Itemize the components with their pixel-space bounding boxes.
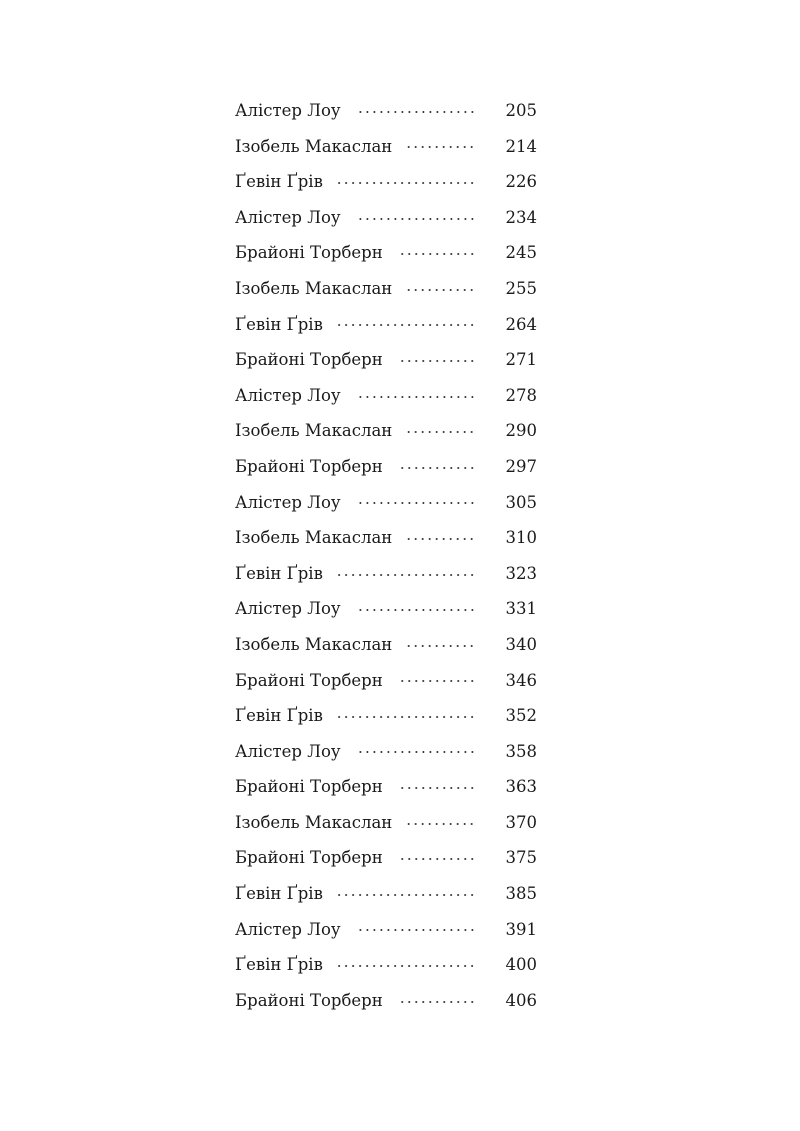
toc-entry-title: Брайоні Торберн [235,990,383,1010]
toc-entry-page: 391 [505,919,537,939]
dot-leader [397,253,476,255]
dot-leader [355,396,476,398]
dot-leader [355,111,476,113]
toc-entry [235,698,537,734]
dot-leader [337,324,476,326]
toc-entry-title: Брайоні Торберн [235,350,383,370]
dot-leader [397,680,476,682]
dot-leader [406,823,475,825]
dot-leader [406,645,475,647]
toc-entry [235,840,537,876]
dot-leader [397,360,476,362]
toc-entry-title: Алістер Лоу [235,492,341,512]
toc-entry [235,200,537,236]
toc-entry-title: Алістер Лоу [235,385,341,405]
table-of-contents [235,93,537,1018]
toc-entry-title: Ізобель Макаслан [235,136,393,156]
toc-entry-page: 278 [505,385,537,405]
dot-leader [355,609,476,611]
dot-leader [397,467,476,469]
dot-leader [355,751,476,753]
toc-entry [235,307,537,343]
toc-entry-title: Брайоні Торберн [235,456,383,476]
dot-leader [397,787,476,789]
toc-entry-title: Ґевін Ґрів [235,955,323,975]
toc-entry-page: 346 [505,670,537,690]
toc-entry [235,449,537,485]
toc-entry [235,485,537,521]
toc-entry [235,912,537,948]
toc-entry-page: 358 [505,741,537,761]
toc-entry [235,413,537,449]
toc-entry-page: 331 [505,599,537,619]
toc-entry [235,769,537,805]
toc-entry [235,876,537,912]
dot-leader [406,538,475,540]
dot-leader [355,502,476,504]
dot-leader [406,146,475,148]
toc-entry [235,378,537,414]
toc-entry-page: 205 [505,101,537,120]
dot-leader [337,182,476,184]
toc-entry-title: Ґевін Ґрів [235,314,323,334]
toc-entry-title: Брайоні Торберн [235,777,383,797]
toc-entry-page: 363 [505,777,537,797]
toc-entry-page: 385 [505,884,537,904]
toc-entry-title: Ґевін Ґрів [235,884,323,904]
toc-entry-title: Алістер Лоу [235,101,341,120]
dot-leader [337,716,476,718]
toc-entry-title: Брайоні Торберн [235,243,383,263]
toc-entry [235,663,537,699]
toc-entry-page: 352 [505,706,537,726]
toc-entry-page: 271 [505,350,537,370]
toc-entry-page: 264 [505,314,537,334]
toc-entry [235,164,537,200]
toc-entry-page: 310 [505,528,537,548]
toc-entry-title: Ґевін Ґрів [235,563,323,583]
toc-entry-page: 245 [505,243,537,263]
toc-entry [235,129,537,165]
toc-entry-page: 370 [505,812,537,832]
toc-entry-page: 323 [505,563,537,583]
dot-leader [397,1001,476,1003]
toc-entry [235,520,537,556]
toc-entry-title: Ізобель Макаслан [235,528,393,548]
toc-entry [235,235,537,271]
toc-entry-title: Ізобель Макаслан [235,634,393,654]
dot-leader [355,218,476,220]
dot-leader [397,858,476,860]
dot-leader [355,929,476,931]
toc-entry-page: 406 [505,990,537,1010]
toc-entry [235,734,537,770]
toc-entry-page: 297 [505,456,537,476]
toc-entry-title: Ізобель Макаслан [235,421,393,441]
toc-entry-page: 400 [505,955,537,975]
toc-entry-title: Алістер Лоу [235,741,341,761]
toc-entry-title: Брайоні Торберн [235,670,383,690]
toc-entry-title: Ізобель Макаслан [235,812,393,832]
dot-leader [337,574,476,576]
toc-entry-page: 340 [505,634,537,654]
toc-entry-title: Алістер Лоу [235,207,341,227]
toc-entry [235,342,537,378]
toc-entry-title: Ізобель Макаслан [235,278,393,298]
toc-entry-page: 234 [505,207,537,227]
toc-entry-page: 226 [505,172,537,192]
toc-entry-title: Ґевін Ґрів [235,706,323,726]
dot-leader [337,965,476,967]
toc-entry-title: Брайоні Торберн [235,848,383,868]
toc-entry [235,983,537,1019]
toc-entry [235,805,537,841]
dot-leader [406,289,475,291]
toc-entry [235,947,537,983]
toc-entry-page: 214 [505,136,537,156]
toc-entry-page: 305 [505,492,537,512]
dot-leader [406,431,475,433]
toc-entry-title: Алістер Лоу [235,919,341,939]
toc-entry [235,556,537,592]
toc-entry-page: 290 [505,421,537,441]
dot-leader [337,894,476,896]
toc-entry-page: 375 [505,848,537,868]
toc-entry [235,93,537,129]
toc-entry [235,271,537,307]
toc-entry-title: Алістер Лоу [235,599,341,619]
toc-entry [235,591,537,627]
toc-entry-page: 255 [505,278,537,298]
toc-entry [235,627,537,663]
toc-entry-title: Ґевін Ґрів [235,172,323,192]
